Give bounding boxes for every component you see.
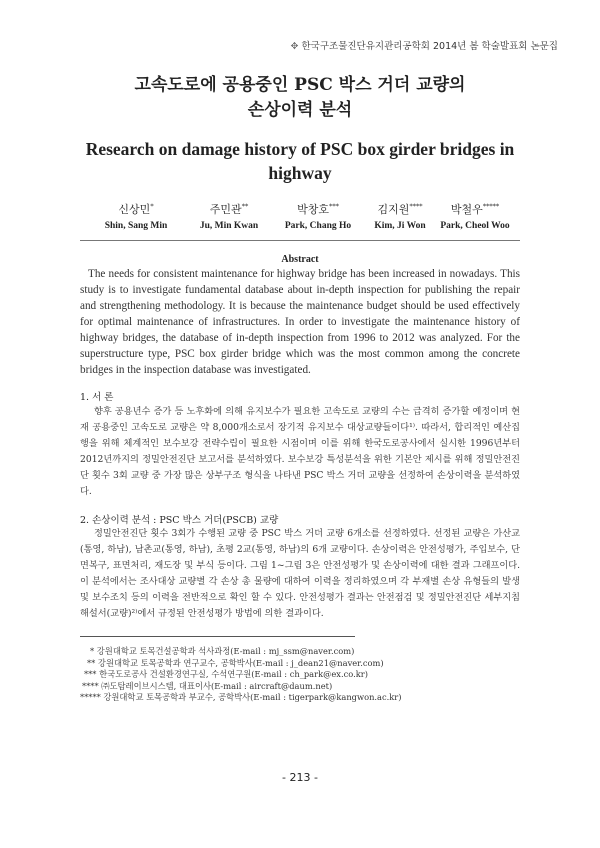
author-name-en: Kim, Ji Won — [374, 221, 426, 231]
author-name-ko: 박창호*** — [297, 202, 339, 216]
author-name-ko: 박철우***** — [450, 202, 500, 216]
english-title: Research on damage history of PSC box girder bridges in highway — [85, 139, 515, 183]
footnote-1: * 강원대학교 토목건설공학과 석사과정(E-mail : mj_ssm@naver.com) — [90, 646, 355, 656]
page-number: - 213 - — [282, 771, 318, 784]
author-name-ko: 신상민* — [118, 202, 154, 216]
section-2-body: 정밀안전진단 횟수 3회가 수행된 교량 중 PSC 박스 거더 교량 6개소를 선정하였다. 선정된 교량은 가산교(통영, 하남), 남촌교(통영, 하남), 초평 2교(통영, 하남)의 6개 교량이다. 손상이력은 안전성평가, 주입보수, 단면복구, 표면처리, 재도장 및 부식 등이다. 그림 1~그림 3은 안전성평가 및 손상이력에 대한 결과 그래프이다. 이 분석에서는 조사대상 교량별 각 손상 총 물량에 대하여 이력을 정리하였으며 각 부재별 손상 유형들의 발생 및 보수조치 등의 이력을 전반적으로 확인 할 수 있다. 안전성평가 결과는 안전점검 및 정밀안전진단 세부지침해설서(교량)²⁾에서 규정된 안전성평가 방법에 의한 결과이다. — [80, 528, 520, 619]
footnote-4: **** ㈜도탐레이브시스템, 대표이사(E-mail : aircraft@daum.net) — [82, 680, 333, 691]
footnote-2: ** 강원대학교 토목공학과 연구교수, 공학박사(E-mail : j_dean21@naver.com) — [87, 657, 384, 668]
author-name-ko: 주민관** — [209, 202, 249, 216]
footnote-5: ***** 강원대학교 토목공학과 부교수, 공학박사(E-mail : tigerpark@kangwon.ac.kr) — [80, 692, 402, 702]
section-1-body: 향후 공용년수 증가 등 노후화에 의해 유지보수가 필요한 고속도로 교량의 수는 급격히 증가할 예정이며 현재 공용중인 고속도로 교량은 약 8,000개소로서 장기적 유지보수 대상교량들이다¹⁾. 따라서, 합리적인 예산집행을 위해 체계적인 보수보강 전략수립이 필요한 시점이며 이를 위해 한국도로공사에서 실시한 1996년부터 2012년까지의 정밀안전진단 보고서를 분석하였다. 보수보강 특성분석을 위한 기본안 제시를 위해 정밀안전진단 횟수 3회 교량 중 가장 많은 상부구조 형식을 나타낸 PSC 박스 거더 교량을 선정하여 손상이력을 분석하였다. — [80, 406, 520, 497]
korean-title-line-2: 손상이력 분석 — [247, 100, 353, 120]
abstract-heading: Abstract — [281, 254, 319, 265]
author-divider — [80, 240, 520, 241]
author-5 — [420, 201, 530, 231]
abstract-body: The needs for consistent maintenance for highway bridge has been increased in nowadays. This study is to investigate fundamental database about in-depth inspection for publishing the repair and strengthening methodology. It is because the maintenance budget should be used effectively for optimal maintenance of infrastructures. In order to investigate the maintenance history of highway bridges, the database of in-depth inspection from 1996 to 2012 was analyzed. For the superstructure type, PSC box girder bridge which was the most common among the concrete bridges in the inspection database was investigated. — [80, 268, 520, 376]
footnotes — [80, 646, 520, 704]
footnote-divider — [80, 636, 355, 637]
conference-name: 한국구조물진단유지관리공학회 2014년 봄 학술발표회 논문집 — [301, 41, 558, 52]
conference-header — [291, 38, 558, 52]
author-name-ko: 김지원**** — [377, 202, 423, 216]
author-name-en: Ju, Min Kwan — [199, 221, 259, 231]
author-name-en: Shin, Sang Min — [104, 221, 168, 231]
section-1-heading: 1. 서 론 — [80, 392, 114, 403]
footnote-3: *** 한국도로공사 건설환경연구실, 수석연구원(E-mail : ch_park@ex.co.kr) — [84, 669, 368, 679]
korean-title-line-1: 고속도로에 공용중인 PSC 박스 거더 교량의 — [134, 75, 466, 95]
author-name-en: Park, Cheol Woo — [440, 221, 510, 231]
author-name-en: Park, Chang Ho — [284, 221, 352, 231]
section-2-heading: 2. 손상이력 분석 : PSC 박스 거더(PSCB) 교량 — [80, 515, 279, 526]
header-mark-icon: ✥ — [290, 41, 299, 52]
